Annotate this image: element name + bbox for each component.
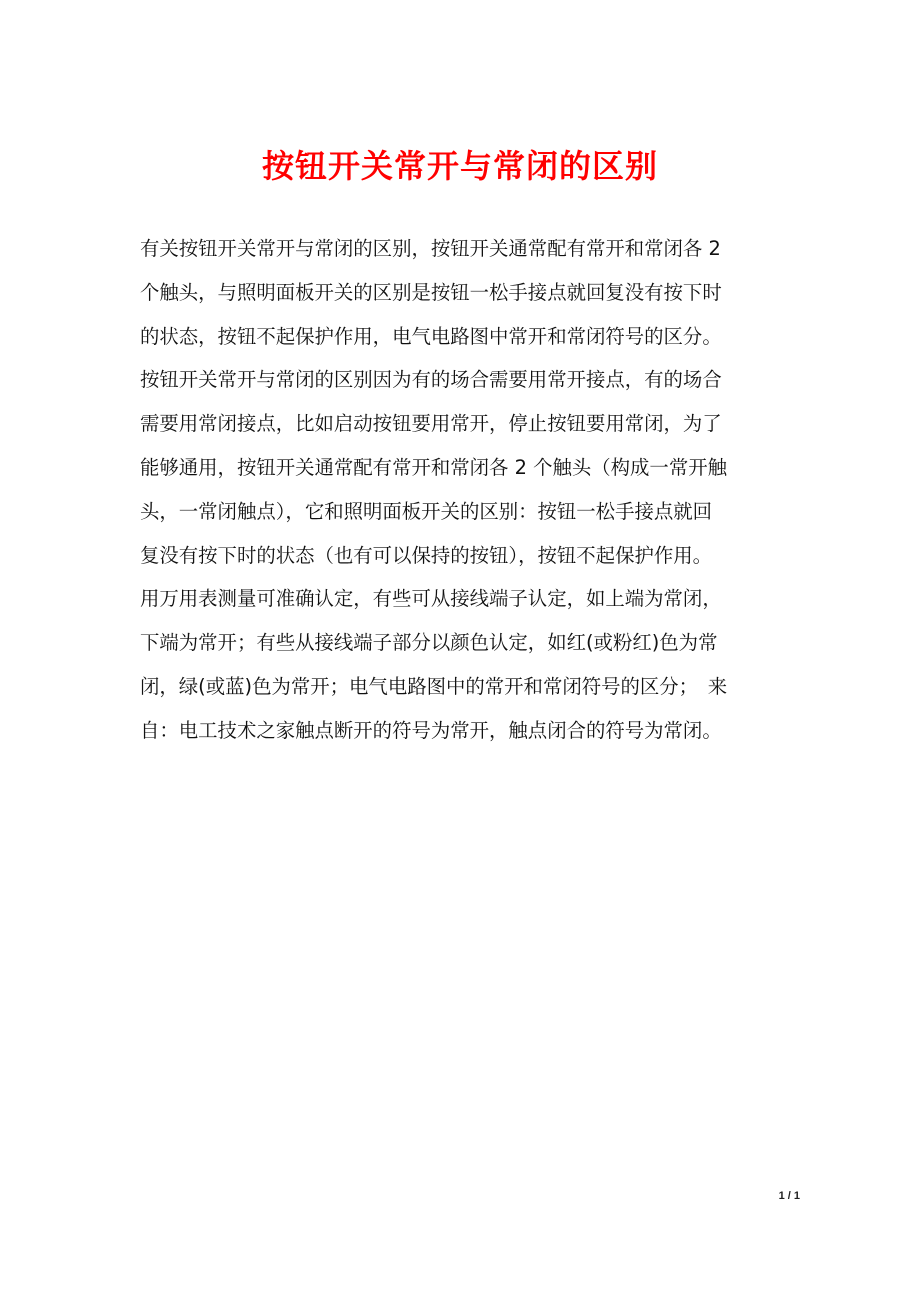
body-line: 按钮开关常开与常闭的区别因为有的场合需要用常开接点，有的场合: [140, 368, 722, 392]
body-line: 个触头，与照明面板开关的区别是按钮一松手接点就回复没有按下时: [140, 280, 722, 304]
body-line: 下端为常开；有些从接线端子部分以颜色认定，如红(或粉红)色为常: [140, 631, 718, 655]
body-line: 的状态，按钮不起保护作用，电气电路图中常开和常闭符号的区分。: [140, 324, 722, 348]
page-number: 1 / 1: [778, 1190, 800, 1202]
body-line: 头，一常闭触点），它和照明面板开关的区别：按钮一松手接点就回: [140, 499, 713, 523]
body-line: 有关按钮开关常开与常闭的区别，按钮开关通常配有常开和常闭各 2: [140, 237, 721, 260]
body-line: 复没有按下时的状态（也有可以保持的按钮），按钮不起保护作用。: [140, 543, 713, 567]
body-line: 用万用表测量可准确认定，有些可从接线端子认定，如上端为常闭，: [140, 587, 722, 611]
body-line: 能够通用，按钮开关通常配有常开和常闭各 2 个触头（构成一常开触: [140, 455, 727, 479]
body-line: 闭，绿(或蓝)色为常开；电气电路图中的常开和常闭符号的区分； 来: [140, 674, 728, 698]
body-paragraph: [140, 227, 800, 753]
body-line: 需要用常闭接点，比如启动按钮要用常开，停止按钮要用常闭，为了: [140, 412, 722, 436]
document-title: 按钮开关常开与常闭的区别: [261, 147, 658, 185]
body-line: 自：电工技术之家触点断开的符号为常开，触点闭合的符号为常闭。: [140, 718, 722, 742]
